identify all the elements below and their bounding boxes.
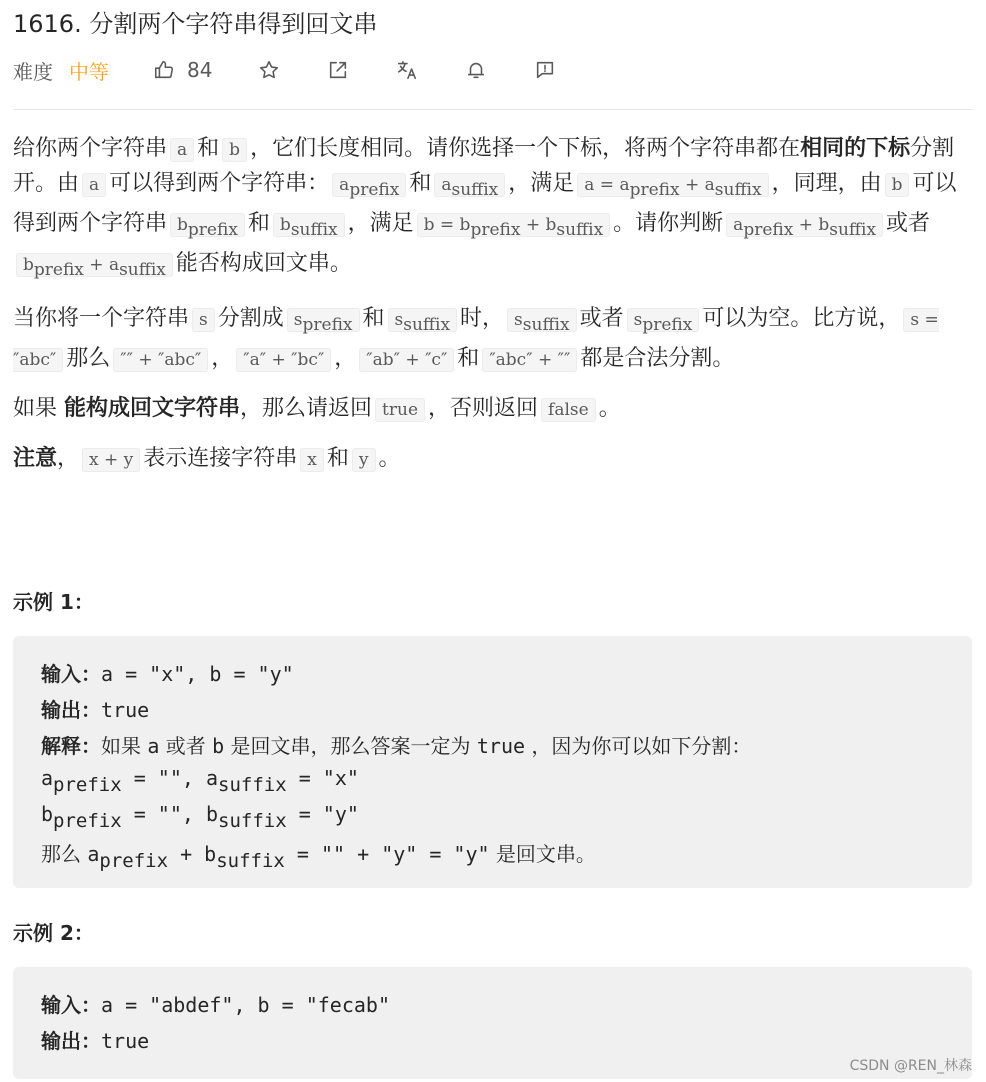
code-x-plus-y: x + y [82, 448, 140, 472]
share-icon [327, 59, 349, 81]
text: 能否构成回文串。 [175, 251, 352, 276]
code-example: ″abc″ + ″″ [482, 348, 577, 372]
text: 。请你判断 [613, 211, 724, 236]
description-paragraph-3 [13, 392, 973, 427]
text: 如果 [13, 396, 58, 421]
code-s: s [192, 308, 215, 332]
example-1-box [13, 636, 972, 888]
code-a: a [82, 173, 106, 197]
text: ，满足 [508, 171, 575, 196]
text: ，否则返回 [428, 396, 539, 421]
description-paragraph-4 [13, 442, 973, 477]
code-s-prefix: $s_{prefix}$ [287, 308, 360, 332]
example-2-title: 示例 2： [13, 921, 94, 945]
favorite-button[interactable] [258, 59, 280, 81]
example-input: 输入：a = "abdef", b = "fecab" [41, 993, 390, 1017]
text: 表示连接字符串 [143, 446, 298, 471]
like-button[interactable] [153, 58, 212, 82]
code-b: b [885, 173, 910, 197]
share-button[interactable] [327, 59, 349, 81]
text: ，那么请返回 [240, 396, 373, 421]
like-count: 84 [187, 58, 213, 82]
example-explanation: 解释：如果 a 或者 b 是回文串，那么答案一定为 true ，因为你可以如下分割： [41, 734, 752, 758]
code-false: false [541, 398, 596, 422]
bell-icon [465, 59, 487, 81]
text: 分割开。由 [13, 136, 955, 196]
text: 和 [362, 306, 385, 331]
text: 。 [378, 446, 401, 471]
code-x: x [300, 448, 324, 472]
code-a-equation: $a = a_{prefix} + a_{suffix}$ [577, 173, 768, 197]
text: 和 [197, 136, 220, 161]
example-input: 输入：a = "x", b = "y" [41, 662, 294, 686]
difficulty-label: 难度 [13, 59, 53, 84]
text: 分割成 [217, 306, 284, 331]
code-aprefix-bsuffix: $a_{prefix} + b_{suffix}$ [726, 213, 883, 237]
code-s-prefix: $s_{prefix}$ [627, 308, 700, 332]
code-y: y [352, 448, 376, 472]
code-example: ″ab″ + ″c″ [359, 348, 454, 372]
text: ，满足 [347, 211, 414, 236]
code-example: ″″ + ″abc″ [113, 348, 208, 372]
code-bprefix-asuffix: $b_{prefix} + a_{suffix}$ [16, 253, 173, 277]
code-s-suffix: $s_{suffix}$ [507, 308, 577, 332]
text: ， [57, 446, 80, 471]
text: 和 [247, 211, 270, 236]
subscribe-button[interactable] [465, 59, 487, 81]
text: 。 [598, 396, 621, 421]
code-true: true [375, 398, 425, 422]
text: 和 [409, 171, 432, 196]
text: 可以得到两个字符串 [13, 171, 957, 236]
thumbs-up-icon [153, 59, 175, 81]
example-1-title: 示例 1： [13, 590, 94, 614]
description-paragraph-1 [13, 132, 973, 287]
text: 可以为空。比方说， [702, 306, 901, 331]
bold-text: 能构成回文字符串 [64, 396, 241, 421]
text: 当你将一个字符串 [13, 306, 190, 331]
bold-text: 相同的下标 [800, 136, 911, 161]
text: ， [334, 346, 357, 371]
problem-toolbar [13, 52, 556, 88]
code-b-suffix: $b_{suffix}$ [273, 213, 345, 237]
code-a: a [170, 138, 194, 162]
text: ，它们长度相同。请你选择一个下标，将两个字符串都在 [250, 136, 801, 161]
text: 或者 [886, 211, 931, 236]
divider [13, 109, 973, 110]
problem-description [13, 132, 973, 492]
text: 都是合法分割。 [580, 346, 735, 371]
text: 和 [457, 346, 480, 371]
watermark: CSDN @REN_林森 [849, 1058, 972, 1074]
code-s-suffix: $s_{suffix}$ [388, 308, 458, 332]
difficulty-badge: 中等 [69, 59, 109, 84]
star-icon [258, 59, 280, 81]
translate-icon [396, 59, 418, 81]
feedback-button[interactable] [534, 59, 556, 81]
feedback-icon [534, 59, 556, 81]
code-a-suffix: $a_{suffix}$ [434, 173, 505, 197]
page-title: 1616. 分割两个字符串得到回文串 [13, 10, 378, 38]
code-b: b [222, 138, 247, 162]
code-b-equation: $b = b_{prefix} + b_{suffix}$ [417, 213, 611, 237]
example-line: $b_{prefix}$ = "", $b_{suffix}$ = "y" [41, 802, 359, 832]
code-b-prefix: $b_{prefix}$ [170, 213, 245, 237]
text: ， [211, 346, 234, 371]
example-line: 那么 $a_{prefix} + b_{suffix}$ = "" + "y" = "y" 是回文串。 [41, 842, 596, 872]
example-output: 输出：true [41, 1029, 150, 1053]
text: 和 [326, 446, 349, 471]
code-example: s = ″abc″ [13, 310, 939, 370]
text: 时， [460, 306, 505, 331]
text: 那么 [66, 346, 111, 371]
translate-button[interactable] [396, 59, 418, 81]
example-line: $a_{prefix}$ = "", $a_{suffix}$ = "x" [41, 766, 359, 796]
example-2-box [13, 967, 972, 1079]
code-example: ″a″ + ″bc″ [236, 348, 331, 372]
description-paragraph-2 [13, 302, 973, 377]
text: 可以得到两个字符串： [109, 171, 330, 196]
text: 给你两个字符串 [13, 136, 168, 161]
text: 或者 [579, 306, 624, 331]
example-output: 输出：true [41, 698, 150, 722]
bold-text: 注意 [13, 446, 58, 471]
text: ，同理，由 [771, 171, 882, 196]
code-a-prefix: $a_{prefix}$ [332, 173, 406, 197]
